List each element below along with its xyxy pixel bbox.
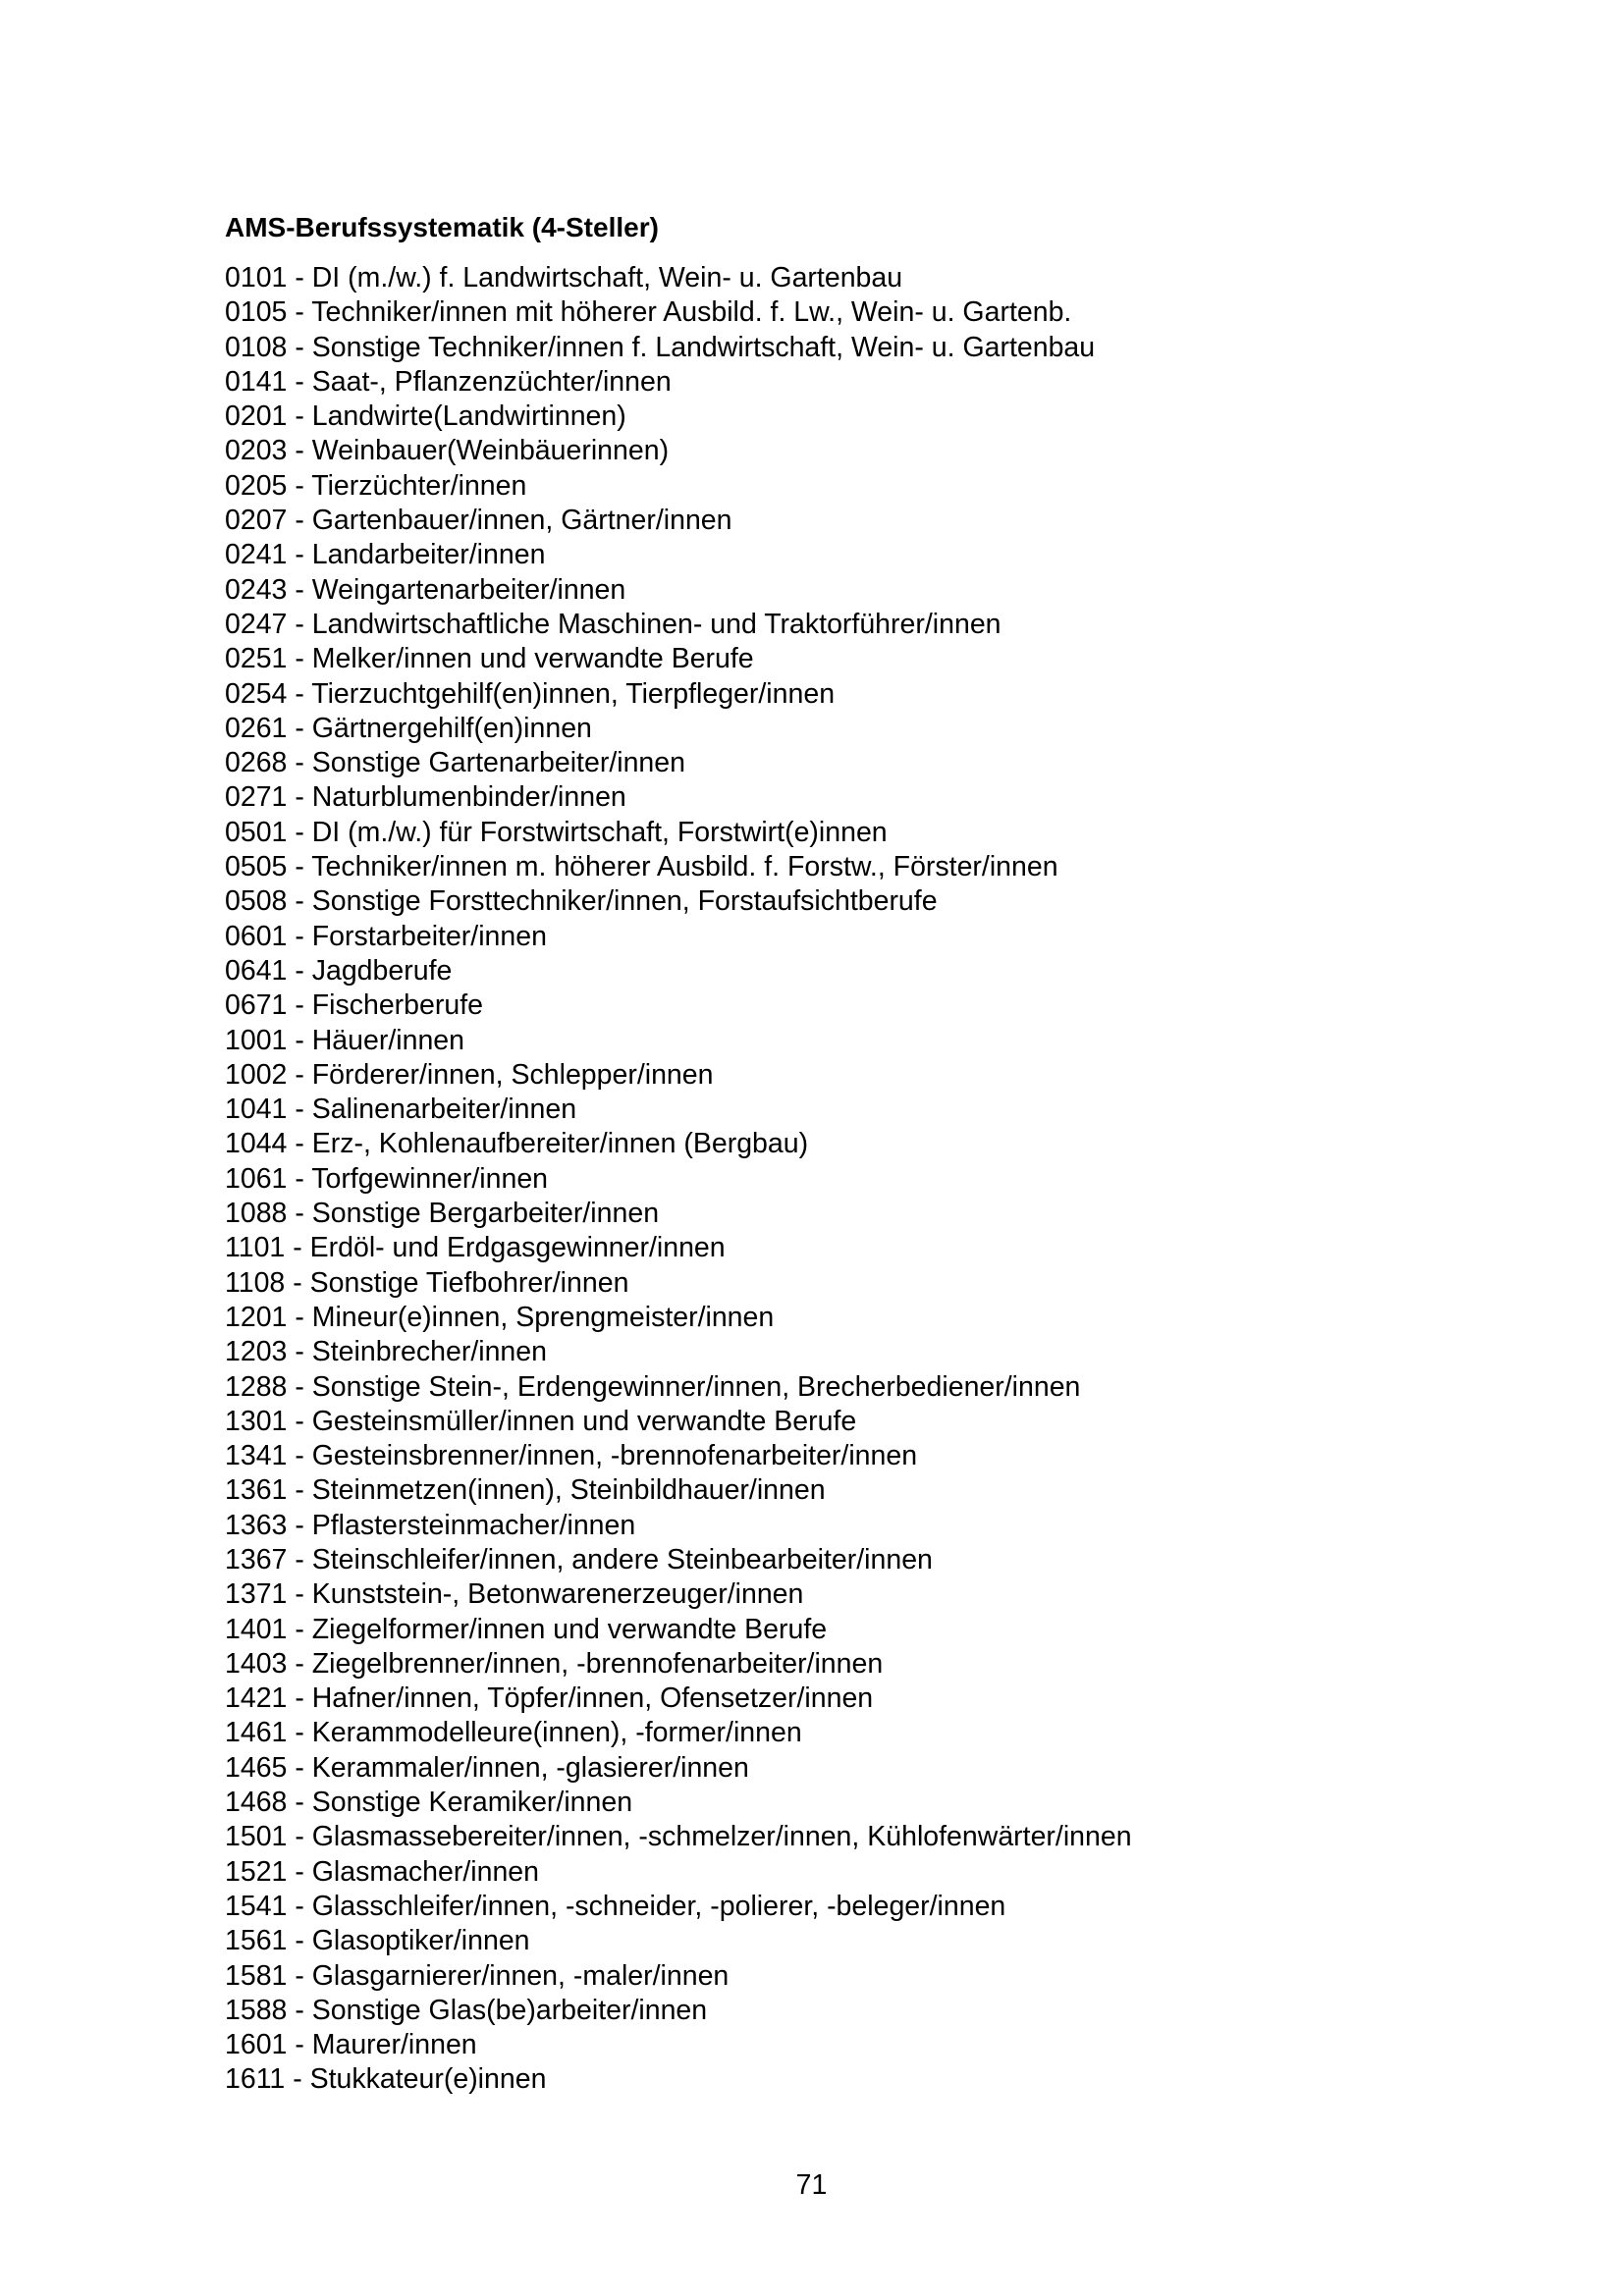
list-item: 1108 - Sonstige Tiefbohrer/innen <box>225 1266 629 1299</box>
list-item: 1403 - Ziegelbrenner/innen, -brennofenarbeiter/innen <box>225 1647 884 1680</box>
list-item: 0254 - Tierzuchtgehilf(en)innen, Tierpfleger/innen <box>225 677 836 710</box>
list-item: 0207 - Gartenbauer/innen, Gärtner/innen <box>225 505 732 537</box>
list-item: 0508 - Sonstige Forsttechniker/innen, Forstaufsichtberufe <box>225 885 938 918</box>
list-item: 1561 - Glasoptiker/innen <box>225 1925 530 1957</box>
occupation-list <box>225 261 1501 2098</box>
list-item: 0101 - DI (m./w.) f. Landwirtschaft, Wein- u. Gartenbau <box>225 262 903 294</box>
list-item: 0108 - Sonstige Techniker/innen f. Landwirtschaft, Wein- u. Gartenbau <box>225 331 1096 363</box>
list-item: 0501 - DI (m./w.) für Forstwirtschaft, Forstwirt(e)innen <box>225 816 888 848</box>
list-item: 0105 - Techniker/innen mit höherer Ausbild. f. Lw., Wein- u. Gartenb. <box>225 296 1072 329</box>
list-item: 1341 - Gesteinsbrenner/innen, -brennofenarbeiter/innen <box>225 1440 918 1472</box>
list-item: 1468 - Sonstige Keramiker/innen <box>225 1787 633 1819</box>
list-item: 1101 - Erdöl- und Erdgasgewinner/innen <box>225 1232 726 1264</box>
page-number: 71 <box>795 2169 828 2201</box>
list-item: 0251 - Melker/innen und verwandte Berufe <box>225 643 754 675</box>
list-item: 1041 - Salinenarbeiter/innen <box>225 1094 577 1126</box>
list-item: 1541 - Glasschleifer/innen, -schneider, -polierer, -beleger/innen <box>225 1890 1006 1922</box>
list-item: 0641 - Jagdberufe <box>225 954 453 987</box>
list-item: 0505 - Techniker/innen m. höherer Ausbild. f. Forstw., Förster/innen <box>225 851 1058 883</box>
list-item: 0241 - Landarbeiter/innen <box>225 539 546 571</box>
list-item: 1581 - Glasgarnierer/innen, -maler/innen <box>225 1959 730 1992</box>
list-item: 0141 - Saat-, Pflanzenzüchter/innen <box>225 365 672 398</box>
list-item: 1371 - Kunststein-, Betonwarenerzeuger/innen <box>225 1578 804 1611</box>
list-item: 1367 - Steinschleifer/innen, andere Steinbearbeiter/innen <box>225 1543 933 1575</box>
list-item: 0201 - Landwirte(Landwirtinnen) <box>225 400 626 433</box>
list-item: 0601 - Forstarbeiter/innen <box>225 920 547 952</box>
list-item: 1203 - Steinbrecher/innen <box>225 1336 547 1368</box>
page-heading: AMS-Berufssystematik (4-Steller) <box>225 212 659 242</box>
list-item: 0243 - Weingartenarbeiter/innen <box>225 573 626 606</box>
list-item: 1088 - Sonstige Bergarbeiter/innen <box>225 1198 660 1230</box>
list-item: 1601 - Maurer/innen <box>225 2029 477 2061</box>
list-item: 1461 - Kerammodelleure(innen), -former/innen <box>225 1717 802 1749</box>
list-item: 1611 - Stukkateur(e)innen <box>225 2063 547 2096</box>
list-item: 1401 - Ziegelformer/innen und verwandte Berufe <box>225 1613 828 1645</box>
list-item: 1288 - Sonstige Stein-, Erdengewinner/innen, Brecherbediener/innen <box>225 1370 1081 1403</box>
list-item: 1361 - Steinmetzen(innen), Steinbildhauer/innen <box>225 1474 826 1507</box>
list-item: 1301 - Gesteinsmüller/innen und verwandte Berufe <box>225 1405 857 1437</box>
list-item: 1363 - Pflastersteinmacher/innen <box>225 1509 636 1541</box>
list-item: 0247 - Landwirtschaftliche Maschinen- und Traktorführer/innen <box>225 608 1001 640</box>
list-item: 0205 - Tierzüchter/innen <box>225 469 527 502</box>
list-item: 1002 - Förderer/innen, Schlepper/innen <box>225 1058 714 1091</box>
list-item: 1465 - Kerammaler/innen, -glasierer/innen <box>225 1751 749 1784</box>
list-item: 0268 - Sonstige Gartenarbeiter/innen <box>225 747 685 779</box>
list-item: 1588 - Sonstige Glas(be)arbeiter/innen <box>225 1994 708 2026</box>
list-item: 1201 - Mineur(e)innen, Sprengmeister/innen <box>225 1301 775 1333</box>
list-item: 0671 - Fischerberufe <box>225 989 483 1022</box>
list-item: 1001 - Häuer/innen <box>225 1024 465 1056</box>
list-item: 1044 - Erz-, Kohlenaufbereiter/innen (Bergbau) <box>225 1128 809 1160</box>
list-item: 0271 - Naturblumenbinder/innen <box>225 781 626 814</box>
list-item: 1501 - Glasmassebereiter/innen, -schmelzer/innen, Kühlofenwärter/innen <box>225 1821 1132 1853</box>
list-item: 1421 - Hafner/innen, Töpfer/innen, Ofensetzer/innen <box>225 1682 874 1715</box>
list-item: 0203 - Weinbauer(Weinbäuerinnen) <box>225 435 670 467</box>
list-item: 1061 - Torfgewinner/innen <box>225 1162 549 1195</box>
list-item: 0261 - Gärtnergehilf(en)innen <box>225 712 592 744</box>
list-item: 1521 - Glasmacher/innen <box>225 1855 540 1888</box>
